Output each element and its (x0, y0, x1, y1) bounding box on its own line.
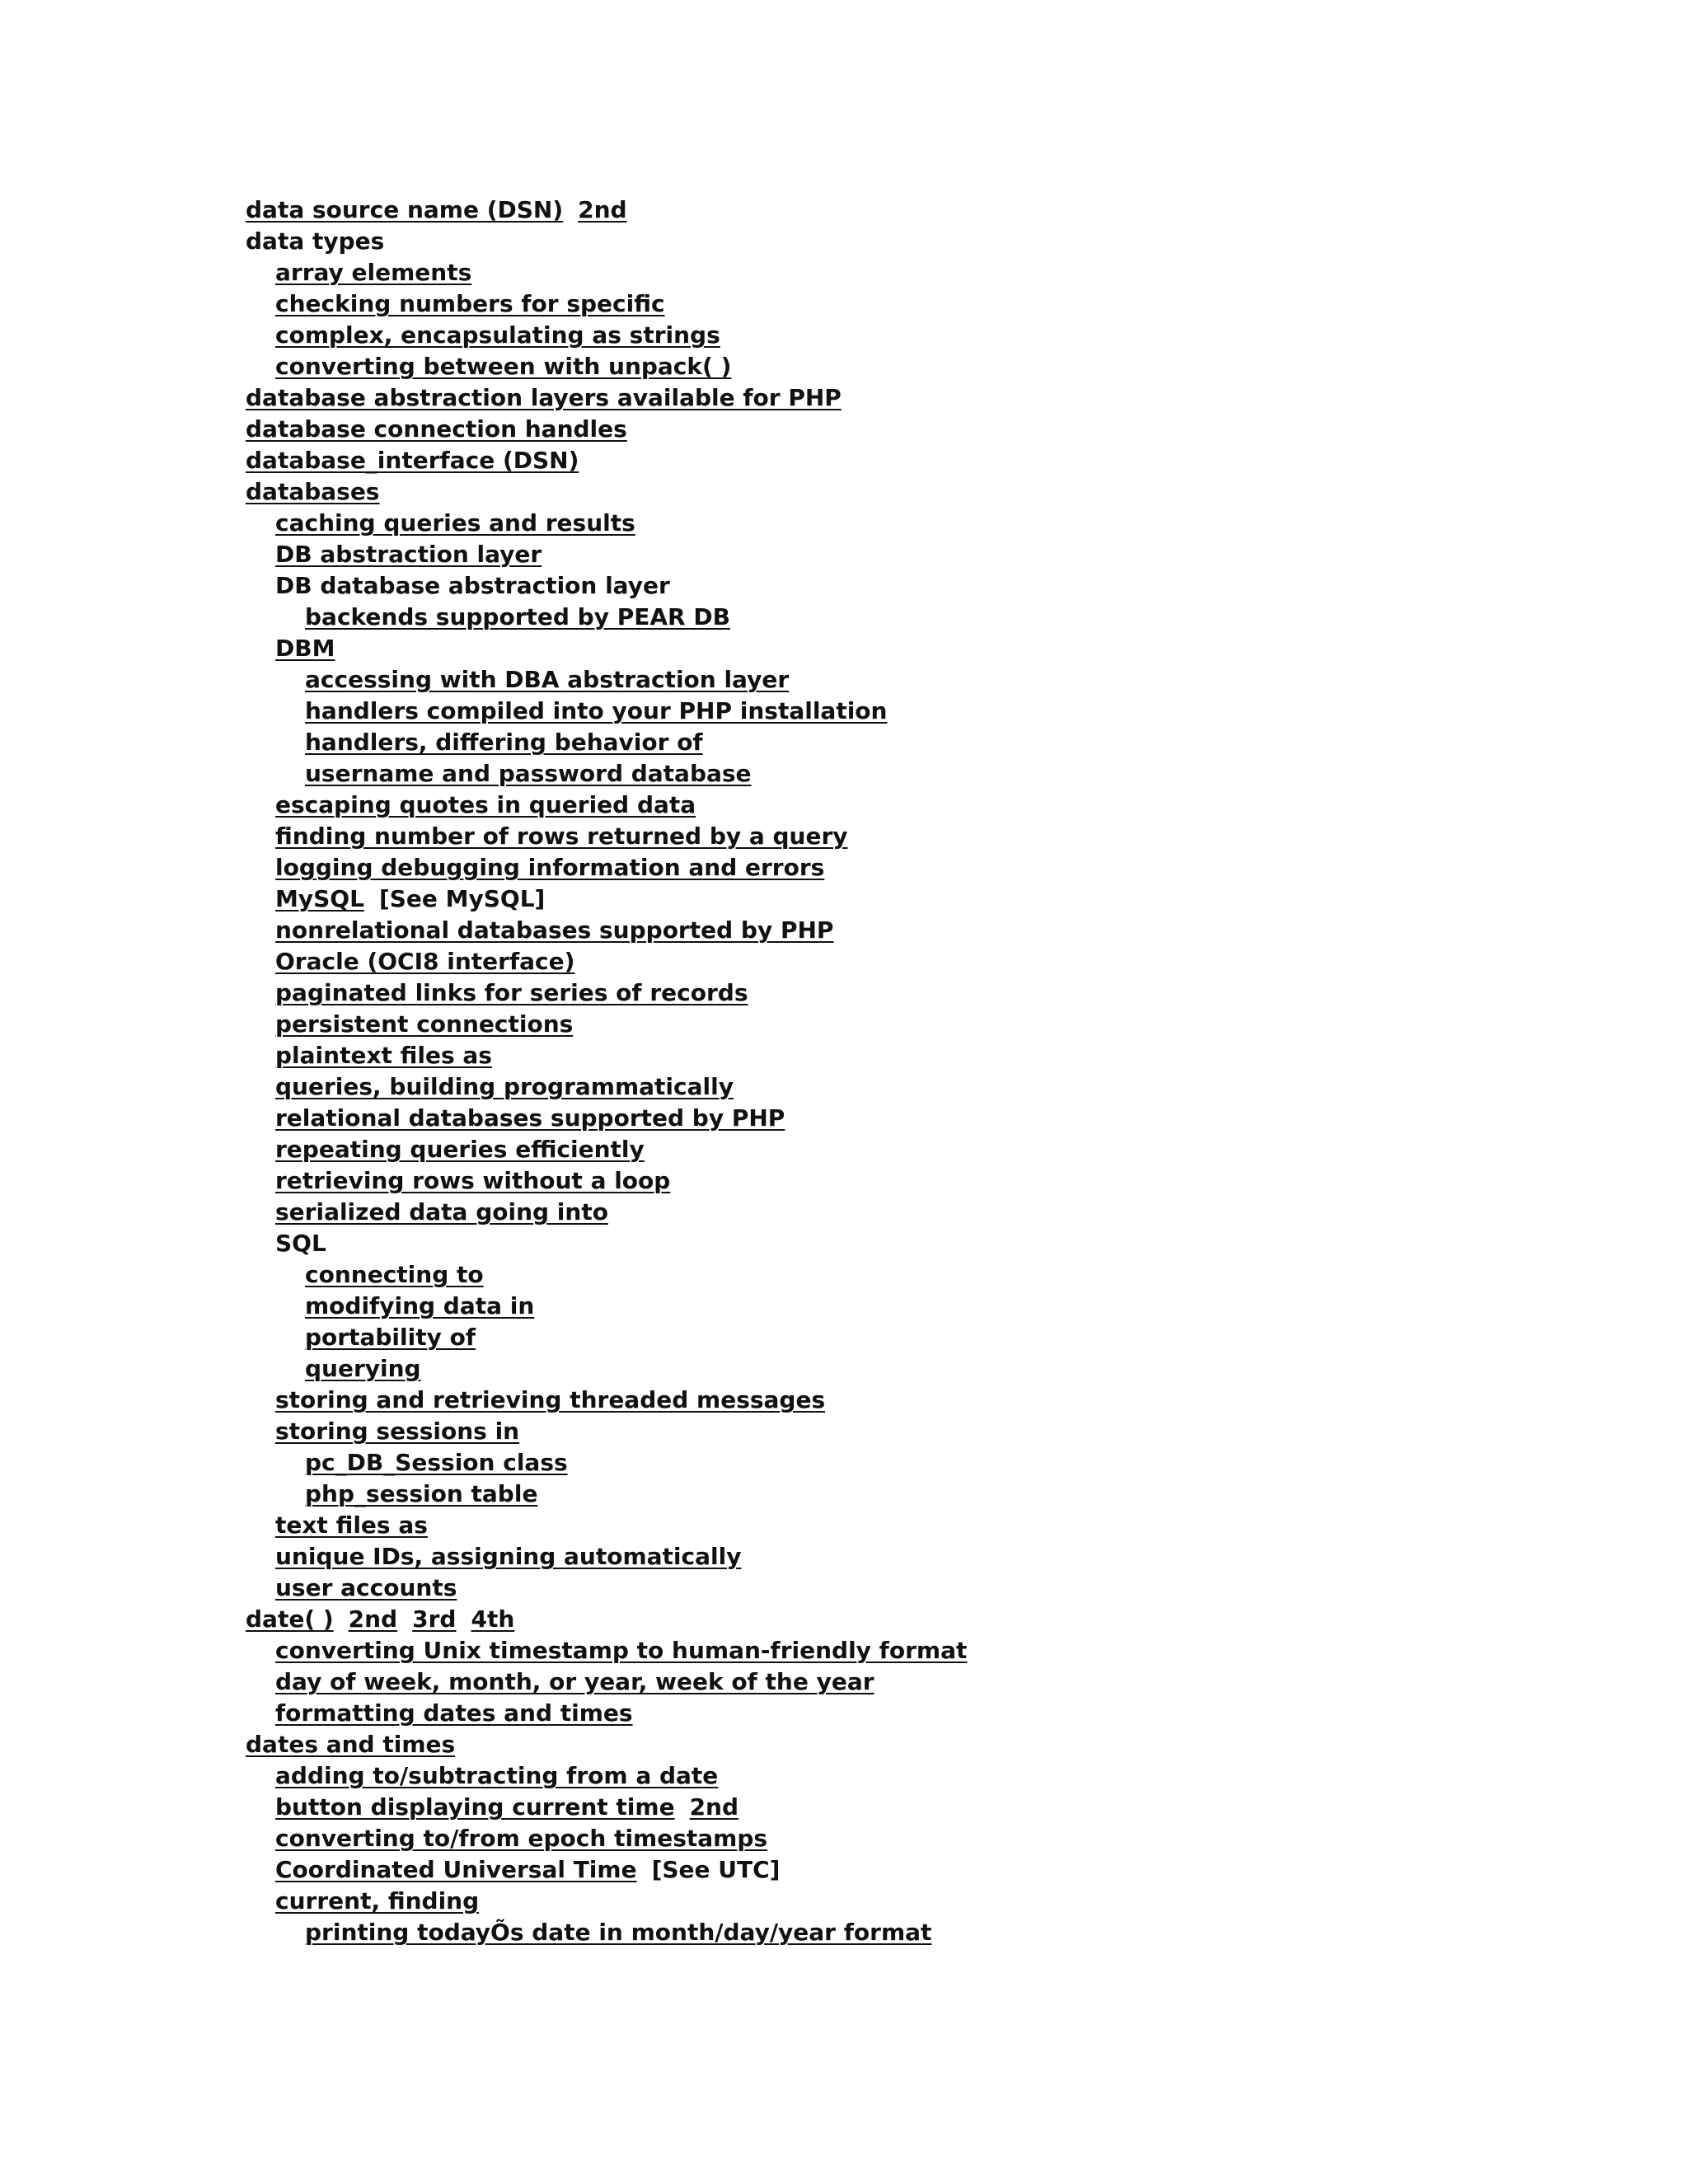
index-entry (246, 727, 1482, 758)
index-link[interactable]: Coordinated Universal Time (275, 1856, 637, 1883)
index-entry (246, 320, 1482, 351)
index-entry (246, 226, 1482, 257)
index-link[interactable]: text files as (275, 1511, 428, 1539)
index-entry (246, 1729, 1482, 1760)
index-entry (246, 1572, 1482, 1604)
index-link[interactable]: handlers, differing behavior of (305, 729, 703, 756)
index-entry (246, 1541, 1482, 1572)
index-link[interactable]: logging debugging information and errors (275, 854, 825, 881)
index-link[interactable]: accessing with DBA abstraction layer (305, 666, 790, 693)
index-entry (246, 1134, 1482, 1165)
index-link[interactable]: day of week, month, or year, week of the year (275, 1668, 874, 1695)
index-entry (246, 696, 1482, 727)
index-link[interactable]: database abstraction layers available for PHP (246, 384, 842, 411)
index-link[interactable]: storing sessions in (275, 1418, 520, 1445)
index-entry (246, 1416, 1482, 1447)
index-link[interactable]: plaintext files as (275, 1042, 492, 1069)
index-entry (246, 476, 1482, 508)
index-entry (246, 852, 1482, 883)
index-entry (246, 1009, 1482, 1040)
index-entry (246, 1823, 1482, 1854)
index-entry (246, 883, 1482, 915)
index-link[interactable]: 3rd (412, 1605, 457, 1633)
index-label: SQL (275, 1230, 326, 1257)
index-link[interactable]: databases (246, 478, 380, 505)
index-link[interactable]: dates and times (246, 1731, 456, 1758)
index-link[interactable]: user accounts (275, 1574, 457, 1601)
index-link[interactable]: button displaying current time (275, 1793, 675, 1821)
index-link[interactable]: serialized data going into (275, 1198, 608, 1226)
index-link[interactable]: querying (305, 1355, 421, 1382)
index-link[interactable]: nonrelational databases supported by PHP (275, 916, 834, 944)
index-label: data types (246, 227, 385, 255)
index-entry (246, 1353, 1482, 1385)
index-label: DB database abstraction layer (275, 572, 670, 599)
index-link[interactable]: storing and retrieving threaded messages (275, 1386, 826, 1413)
index-link[interactable]: pc_DB_Session class (305, 1449, 568, 1476)
index-entry (246, 288, 1482, 320)
index-entry (246, 1228, 1482, 1259)
index-link[interactable]: converting to/from epoch timestamps (275, 1825, 768, 1852)
index-entry (246, 1604, 1482, 1635)
index-entry (246, 1886, 1482, 1917)
index-entry (246, 1259, 1482, 1291)
index-entry (246, 758, 1482, 790)
index-link[interactable]: converting Unix timestamp to human-friendly format (275, 1637, 968, 1664)
index-link[interactable]: formatting dates and times (275, 1699, 633, 1727)
index-entry (246, 1447, 1482, 1479)
index-link[interactable]: DB abstraction layer (275, 541, 542, 568)
index-entry (246, 194, 1482, 226)
index-label: [See UTC] (651, 1856, 781, 1883)
index-link[interactable]: backends supported by PEAR DB (305, 603, 730, 630)
index-entry (246, 1635, 1482, 1666)
index-link[interactable]: repeating queries efficiently (275, 1136, 645, 1163)
index-entry (246, 351, 1482, 382)
index-link[interactable]: paginated links for series of records (275, 979, 748, 1006)
index-link[interactable]: data source name (DSN) (246, 196, 564, 223)
index-link[interactable]: adding to/subtracting from a date (275, 1762, 719, 1789)
index-entry (246, 539, 1482, 570)
index-entry (246, 1322, 1482, 1353)
index-link[interactable]: escaping quotes in queried data (275, 791, 696, 818)
index-entry (246, 1854, 1482, 1886)
index-entry (246, 570, 1482, 602)
index-entry (246, 414, 1482, 445)
index-link[interactable]: converting between with unpack( ) (275, 353, 732, 380)
index-entry (246, 257, 1482, 288)
index-link[interactable]: username and password database (305, 760, 752, 787)
index-entry (246, 1792, 1482, 1823)
index-link[interactable]: 2nd (689, 1793, 739, 1821)
index-entry (246, 790, 1482, 821)
index-entry (246, 977, 1482, 1009)
index-link[interactable]: array elements (275, 259, 472, 286)
index-link[interactable]: queries, building programmatically (275, 1073, 734, 1100)
index-link[interactable]: finding number of rows returned by a query (275, 823, 848, 850)
index-link[interactable]: 2nd (348, 1605, 398, 1633)
index-link[interactable]: handlers compiled into your PHP installation (305, 697, 888, 724)
index-entry (246, 1385, 1482, 1416)
index-link[interactable]: 2nd (578, 196, 627, 223)
index-entry (246, 382, 1482, 414)
index-entry (246, 664, 1482, 696)
index-link[interactable]: 4th (471, 1605, 515, 1633)
index-link[interactable]: caching queries and results (275, 509, 635, 537)
index-entry (246, 1165, 1482, 1197)
index-entry (246, 508, 1482, 539)
index-link[interactable]: modifying data in (305, 1292, 535, 1319)
index-link[interactable]: database_interface (DSN) (246, 447, 579, 474)
index-entry (246, 1071, 1482, 1103)
index-link[interactable]: current, finding (275, 1887, 480, 1915)
index-link[interactable]: checking numbers for specific (275, 290, 665, 317)
index-link[interactable]: unique IDs, assigning automatically (275, 1543, 742, 1570)
index-entry (246, 633, 1482, 664)
index-list (246, 194, 1482, 1948)
index-entry (246, 946, 1482, 977)
index-link[interactable]: retrieving rows without a loop (275, 1167, 671, 1194)
index-entry (246, 1291, 1482, 1322)
index-link[interactable]: Oracle (OCI8 interface) (275, 948, 575, 975)
index-entry (246, 1510, 1482, 1541)
index-link[interactable]: relational databases supported by PHP (275, 1104, 785, 1132)
index-entry (246, 821, 1482, 852)
index-link[interactable]: complex, encapsulating as strings (275, 321, 720, 349)
index-entry (246, 1760, 1482, 1792)
index-entry (246, 445, 1482, 476)
index-link[interactable]: date( ) (246, 1605, 334, 1633)
index-entry (246, 602, 1482, 633)
index-entry (246, 1103, 1482, 1134)
index-link[interactable]: DBM (275, 635, 335, 662)
index-entry (246, 1479, 1482, 1510)
index-link[interactable]: php_session table (305, 1480, 538, 1507)
index-label: [See MySQL] (378, 885, 546, 912)
index-link[interactable]: printing todayÕs date in month/day/year format (305, 1919, 932, 1946)
index-link[interactable]: connecting to (305, 1261, 484, 1288)
index-link[interactable]: database connection handles (246, 415, 627, 443)
index-entry (246, 1666, 1482, 1698)
index-link[interactable]: MySQL (275, 885, 364, 912)
index-entry (246, 1197, 1482, 1228)
index-link[interactable]: portability of (305, 1324, 476, 1351)
index-entry (246, 1040, 1482, 1071)
index-entry (246, 1917, 1482, 1948)
index-entry (246, 915, 1482, 946)
index-entry (246, 1698, 1482, 1729)
index-link[interactable]: persistent connections (275, 1010, 574, 1038)
